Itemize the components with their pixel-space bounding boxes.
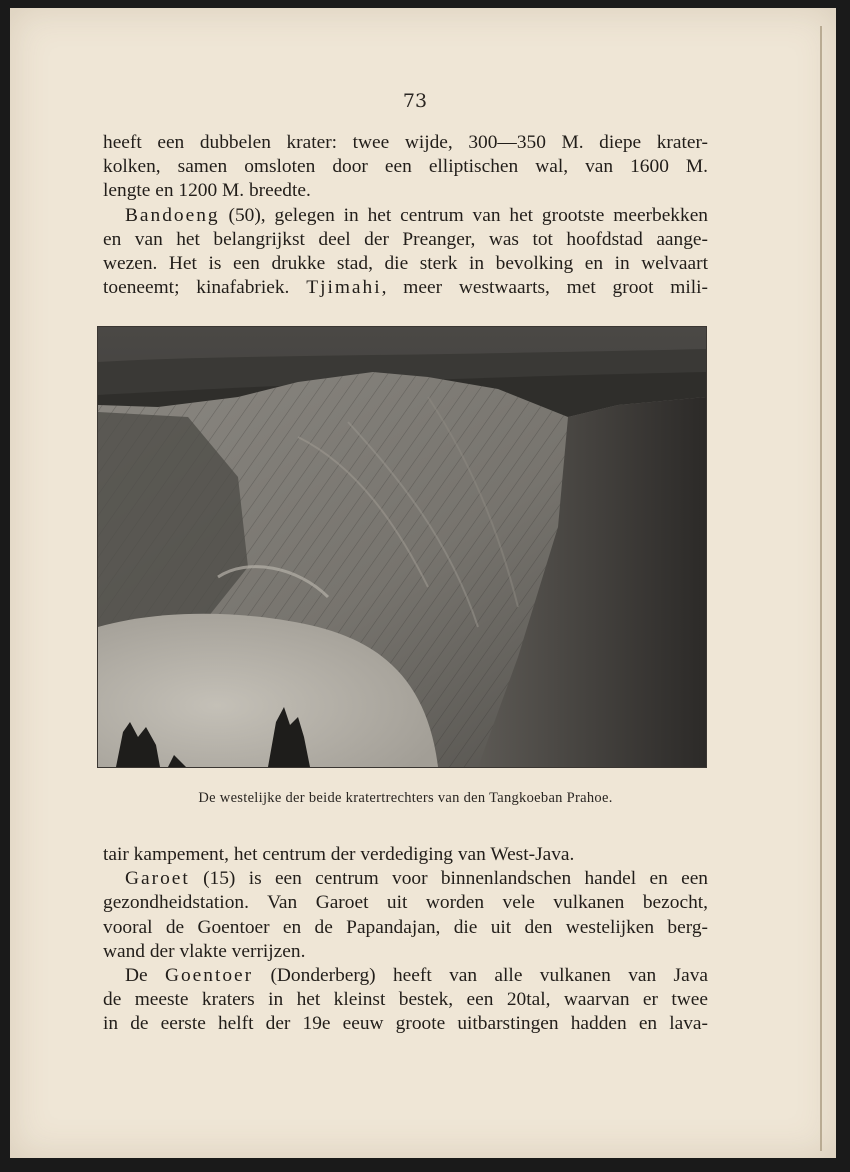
paragraph-line — [103, 867, 708, 891]
paragraph-line: gezondheidstation. Van Garoet uit worden vele vulkanen bezocht, — [103, 892, 708, 914]
text-block-bottom — [103, 843, 708, 1037]
paragraph-line: in de eerste helft der 19e eeuw groote uitbarstingen hadden en lava- — [103, 1013, 708, 1035]
page-edge — [820, 26, 822, 1151]
place-name-garoet: Garoet — [125, 868, 190, 890]
paragraph-line: de meeste kraters in het kleinst bestek, een 20tal, waarvan er twee — [103, 989, 708, 1011]
place-name-bandoeng: Bandoeng — [125, 204, 220, 226]
paragraph-line: vooral de Goentoer en de Papandajan, die uit den westelijken berg- — [103, 916, 708, 938]
figure-caption: De westelijke der beide kratertrechters van den Tangkoeban Prahoe. — [198, 790, 613, 806]
page-number: 73 — [402, 90, 428, 112]
place-name-goentoer: Goentoer — [164, 965, 254, 987]
paragraph-line: heeft een dubbelen krater: twee wijde, 300—350 M. diepe krater- — [103, 132, 708, 153]
line-text: (15) is een centrum voor binnenlandschen handel en een — [189, 868, 708, 890]
line-text: (Donderberg) heeft van alle vulkanen van Java — [253, 965, 708, 987]
place-name-tjimahi: Tjimahi — [306, 277, 382, 299]
line-text: toeneemt; kinafabriek. — [103, 277, 307, 299]
paragraph-line: kolken, samen omsloten door een elliptischen wal, van 1600 M. — [103, 156, 708, 178]
paragraph-line: lengte en 1200 M. breedte. — [103, 180, 311, 202]
paragraph-line: wand der vlakte verrijzen. — [103, 940, 306, 962]
paragraph-line — [103, 964, 708, 988]
line-text: (50), gelegen in het centrum van het grootste meerbekken — [219, 204, 708, 226]
line-text: De — [125, 965, 165, 987]
paragraph-line — [103, 276, 708, 300]
line-text: , meer westwaarts, met groot mili- — [381, 277, 708, 299]
crater-photograph — [97, 326, 707, 768]
paragraph-line: en van het belangrijkst deel der Preanger, was tot hoofdstad aange- — [103, 228, 708, 250]
paragraph-line — [103, 204, 708, 228]
paragraph-line: wezen. Het is een drukke stad, die sterk in bevolking en in welvaart — [103, 253, 708, 275]
book-page — [10, 8, 836, 1158]
text-block-top — [103, 131, 708, 300]
paragraph-line: tair kampement, het centrum der verdediging van West-Java. — [103, 844, 575, 865]
crater-photo-illustration — [98, 327, 706, 767]
